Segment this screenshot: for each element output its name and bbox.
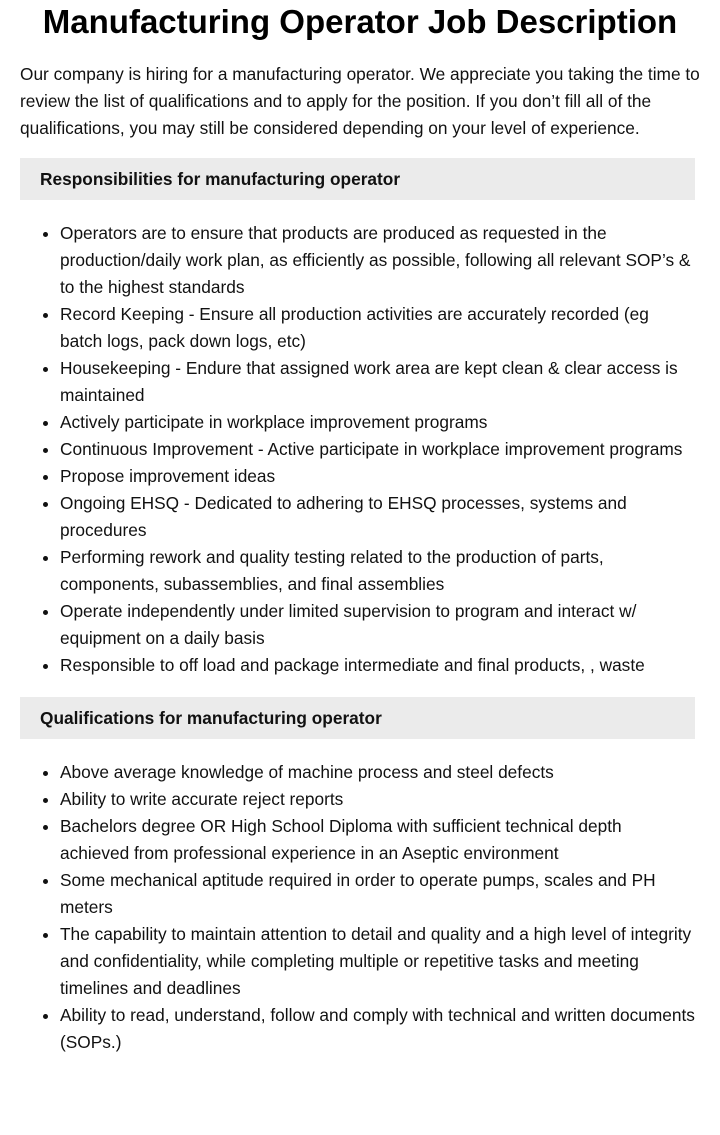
list-item: • Record Keeping - Ensure all production activities are accurately recorded (eg batch logs, pack down logs, etc) — [60, 301, 695, 355]
responsibilities-heading: Responsibilities for manufacturing operator — [20, 158, 695, 200]
list-item: • Operate independently under limited supervision to program and interact w/ equipment on a daily basis — [60, 598, 695, 652]
qualifications-heading: Qualifications for manufacturing operator — [20, 697, 695, 739]
list-item: • Ongoing EHSQ - Dedicated to adhering to EHSQ processes, systems and procedures — [60, 490, 695, 544]
list-item: • Actively participate in workplace improvement programs — [60, 409, 695, 436]
list-item: • Ability to write accurate reject reports — [60, 786, 695, 813]
list-item: • Ability to read, understand, follow and comply with technical and written documents (SOPs.) — [60, 1002, 695, 1056]
page-title: Manufacturing Operator Job Description — [42, 3, 678, 40]
list-item: • The capability to maintain attention to detail and quality and a high level of integrity and confidentiality, while completing multiple or repetitive tasks and meeting timelines and deadlines — [60, 921, 695, 1002]
list-item: • Continuous Improvement - Active participate in workplace improvement programs — [60, 436, 695, 463]
list-item: • Performing rework and quality testing related to the production of parts, components, subassemblies, and final assemblies — [60, 544, 695, 598]
list-item: • Responsible to off load and package intermediate and final products, , waste — [60, 652, 695, 679]
list-item: • Propose improvement ideas — [60, 463, 695, 490]
list-item: • Operators are to ensure that products are produced as requested in the production/daily work plan, as efficiently as possible, following all relevant SOP’s & to the highest standards — [60, 220, 695, 301]
list-item: • Housekeeping - Endure that assigned work area are kept clean & clear access is maintained — [60, 355, 695, 409]
list-item: • Bachelors degree OR High School Diploma with sufficient technical depth achieved from professional experience in an Aseptic environment — [60, 813, 695, 867]
intro-paragraph: Our company is hiring for a manufacturing operator. We appreciate you taking the time to review the list of qualifications and to apply for the position. If you don’t fill all of the qualifications, you may still be considered depending on your level of experience. — [20, 64, 700, 138]
list-item: • Above average knowledge of machine process and steel defects — [60, 759, 695, 786]
list-item: • Some mechanical aptitude required in order to operate pumps, scales and PH meters — [60, 867, 695, 921]
responsibilities-list — [20, 220, 695, 679]
qualifications-list — [20, 759, 695, 1056]
